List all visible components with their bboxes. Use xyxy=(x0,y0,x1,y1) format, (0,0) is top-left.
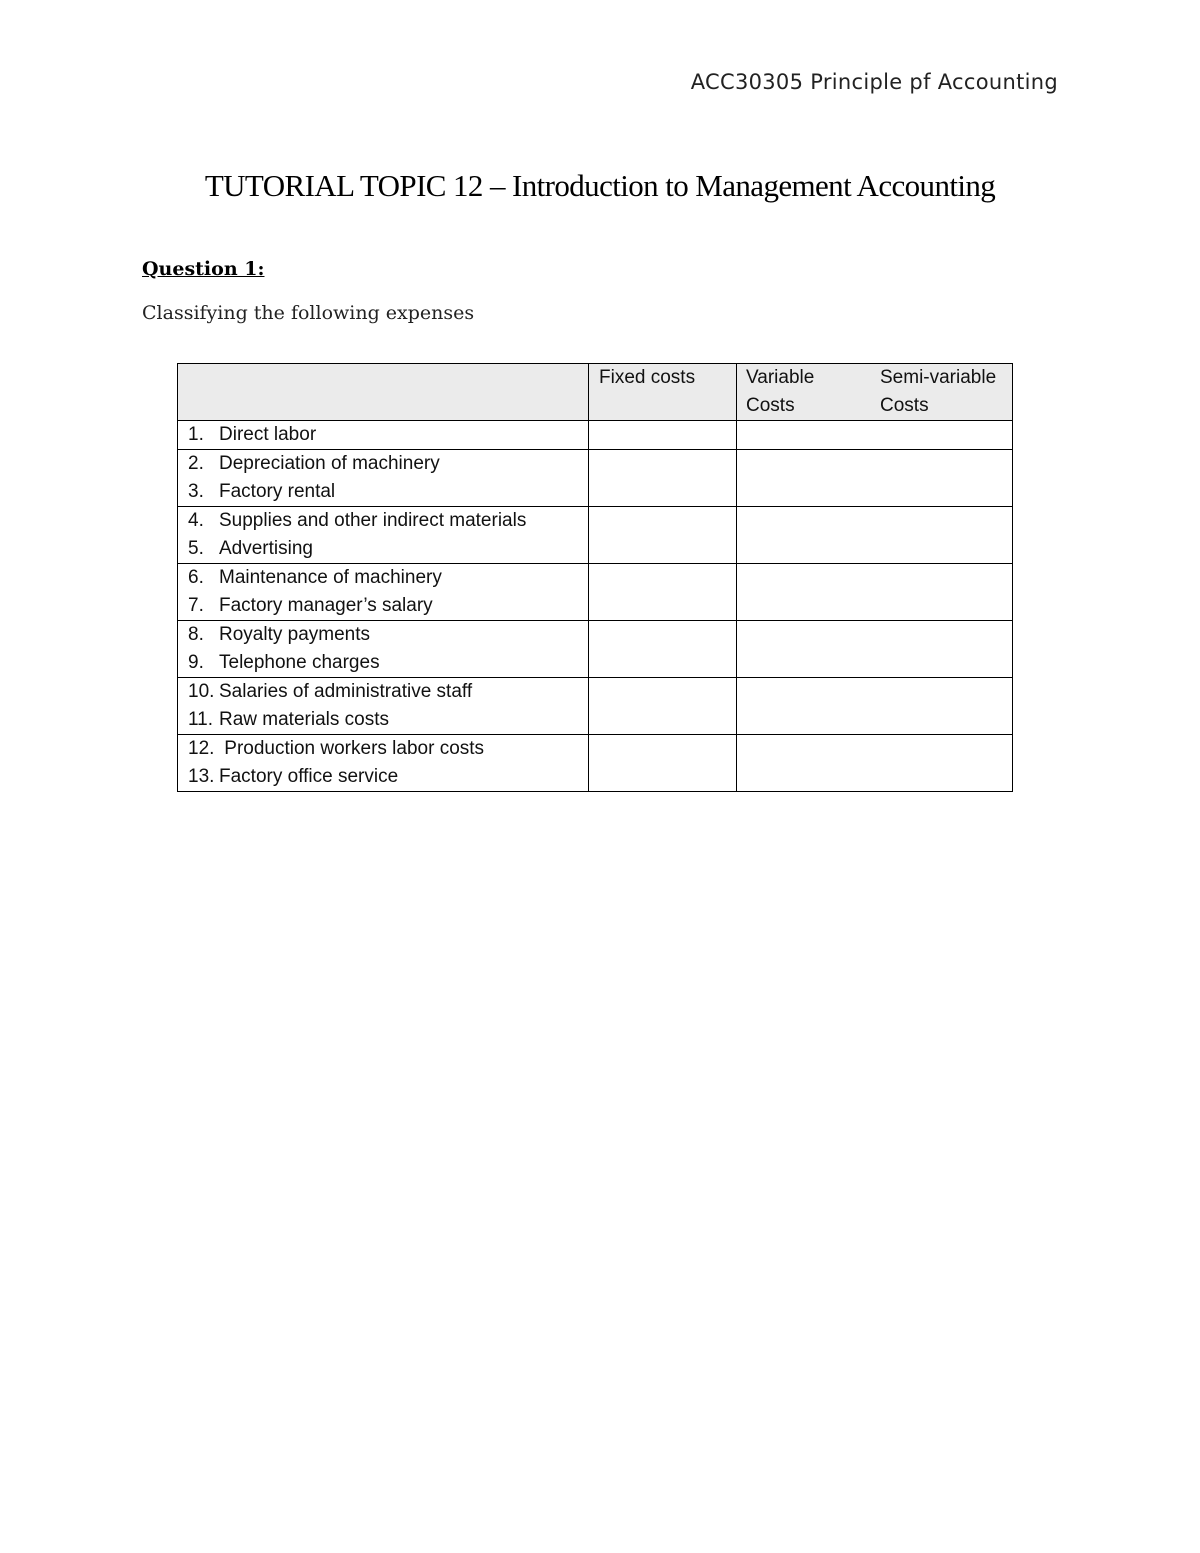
item-number: 8. xyxy=(188,624,204,645)
item-label: Factory office service xyxy=(219,766,399,787)
list-item xyxy=(178,735,588,763)
item-label: Depreciation of machinery xyxy=(219,453,440,474)
item-number: 5. xyxy=(188,538,204,559)
item-label: Factory manager’s salary xyxy=(219,595,433,616)
semi-header-line1: Semi-variable xyxy=(880,367,997,388)
item-number: 1. xyxy=(188,424,204,445)
column-header-semi-variable-costs xyxy=(880,364,996,420)
item-label: Advertising xyxy=(219,538,313,559)
item-label: Direct labor xyxy=(219,424,317,445)
item-cell xyxy=(178,507,589,564)
table-row xyxy=(178,421,1013,450)
item-label: Supplies and other indirect materials xyxy=(219,510,527,531)
column-header-variable-costs xyxy=(746,364,880,420)
list-item xyxy=(178,706,588,734)
variable-semi-cell[interactable] xyxy=(737,735,1013,792)
fixed-costs-cell[interactable] xyxy=(589,678,737,735)
list-item xyxy=(178,507,588,535)
item-number: 12. xyxy=(188,738,215,759)
item-number: 3. xyxy=(188,481,204,502)
item-label: Production workers labor costs xyxy=(219,738,485,759)
variable-semi-cell[interactable] xyxy=(737,421,1013,450)
table-row xyxy=(178,450,1013,507)
expense-classification-table xyxy=(177,363,1013,792)
variable-semi-cell[interactable] xyxy=(737,507,1013,564)
variable-header-line2: Costs xyxy=(746,395,795,416)
question-label: Question 1: xyxy=(142,258,265,280)
item-cell xyxy=(178,421,589,450)
list-item xyxy=(178,592,588,620)
item-number: 7. xyxy=(188,595,204,616)
list-item xyxy=(178,621,588,649)
item-label: Maintenance of machinery xyxy=(219,567,442,588)
table-row xyxy=(178,621,1013,678)
variable-semi-cell[interactable] xyxy=(737,450,1013,507)
item-number: 10. xyxy=(188,681,215,702)
fixed-costs-cell[interactable] xyxy=(589,507,737,564)
item-label: Telephone charges xyxy=(219,652,380,673)
item-label: Factory rental xyxy=(219,481,336,502)
table-row xyxy=(178,735,1013,792)
variable-semi-cell[interactable] xyxy=(737,678,1013,735)
item-cell xyxy=(178,564,589,621)
course-header: ACC30305 Principle pf Accounting xyxy=(690,70,1058,94)
column-header-variable-semi xyxy=(737,364,1013,421)
list-item xyxy=(178,421,588,449)
list-item xyxy=(178,649,588,677)
item-cell xyxy=(178,621,589,678)
item-cell xyxy=(178,678,589,735)
item-label: Salaries of administrative staff xyxy=(219,681,473,702)
list-item xyxy=(178,763,588,791)
item-number: 11. xyxy=(188,709,214,730)
table-row xyxy=(178,678,1013,735)
fixed-costs-cell[interactable] xyxy=(589,421,737,450)
variable-header-line1: Variable xyxy=(746,367,815,388)
item-cell xyxy=(178,450,589,507)
column-header-fixed-costs: Fixed costs xyxy=(589,364,737,421)
table-header-row xyxy=(178,364,1013,421)
list-item xyxy=(178,564,588,592)
fixed-costs-cell[interactable] xyxy=(589,450,737,507)
list-item xyxy=(178,450,588,478)
page-title: TUTORIAL TOPIC 12 – Introduction to Management Accounting xyxy=(204,168,996,203)
fixed-costs-cell[interactable] xyxy=(589,621,737,678)
list-item xyxy=(178,678,588,706)
list-item xyxy=(178,478,588,506)
item-cell xyxy=(178,735,589,792)
fixed-costs-cell[interactable] xyxy=(589,564,737,621)
table-row xyxy=(178,507,1013,564)
item-number: 6. xyxy=(188,567,204,588)
list-item xyxy=(178,535,588,563)
item-number: 4. xyxy=(188,510,204,531)
item-number: 9. xyxy=(188,652,204,673)
column-header-item xyxy=(178,364,589,421)
fixed-costs-cell[interactable] xyxy=(589,735,737,792)
semi-header-line2: Costs xyxy=(880,395,929,416)
variable-semi-cell[interactable] xyxy=(737,564,1013,621)
item-label: Raw materials costs xyxy=(219,709,389,730)
item-label: Royalty payments xyxy=(219,624,371,645)
item-number: 13. xyxy=(188,766,215,787)
variable-semi-cell[interactable] xyxy=(737,621,1013,678)
question-instruction: Classifying the following expenses xyxy=(142,302,475,324)
item-number: 2. xyxy=(188,453,204,474)
table-row xyxy=(178,564,1013,621)
